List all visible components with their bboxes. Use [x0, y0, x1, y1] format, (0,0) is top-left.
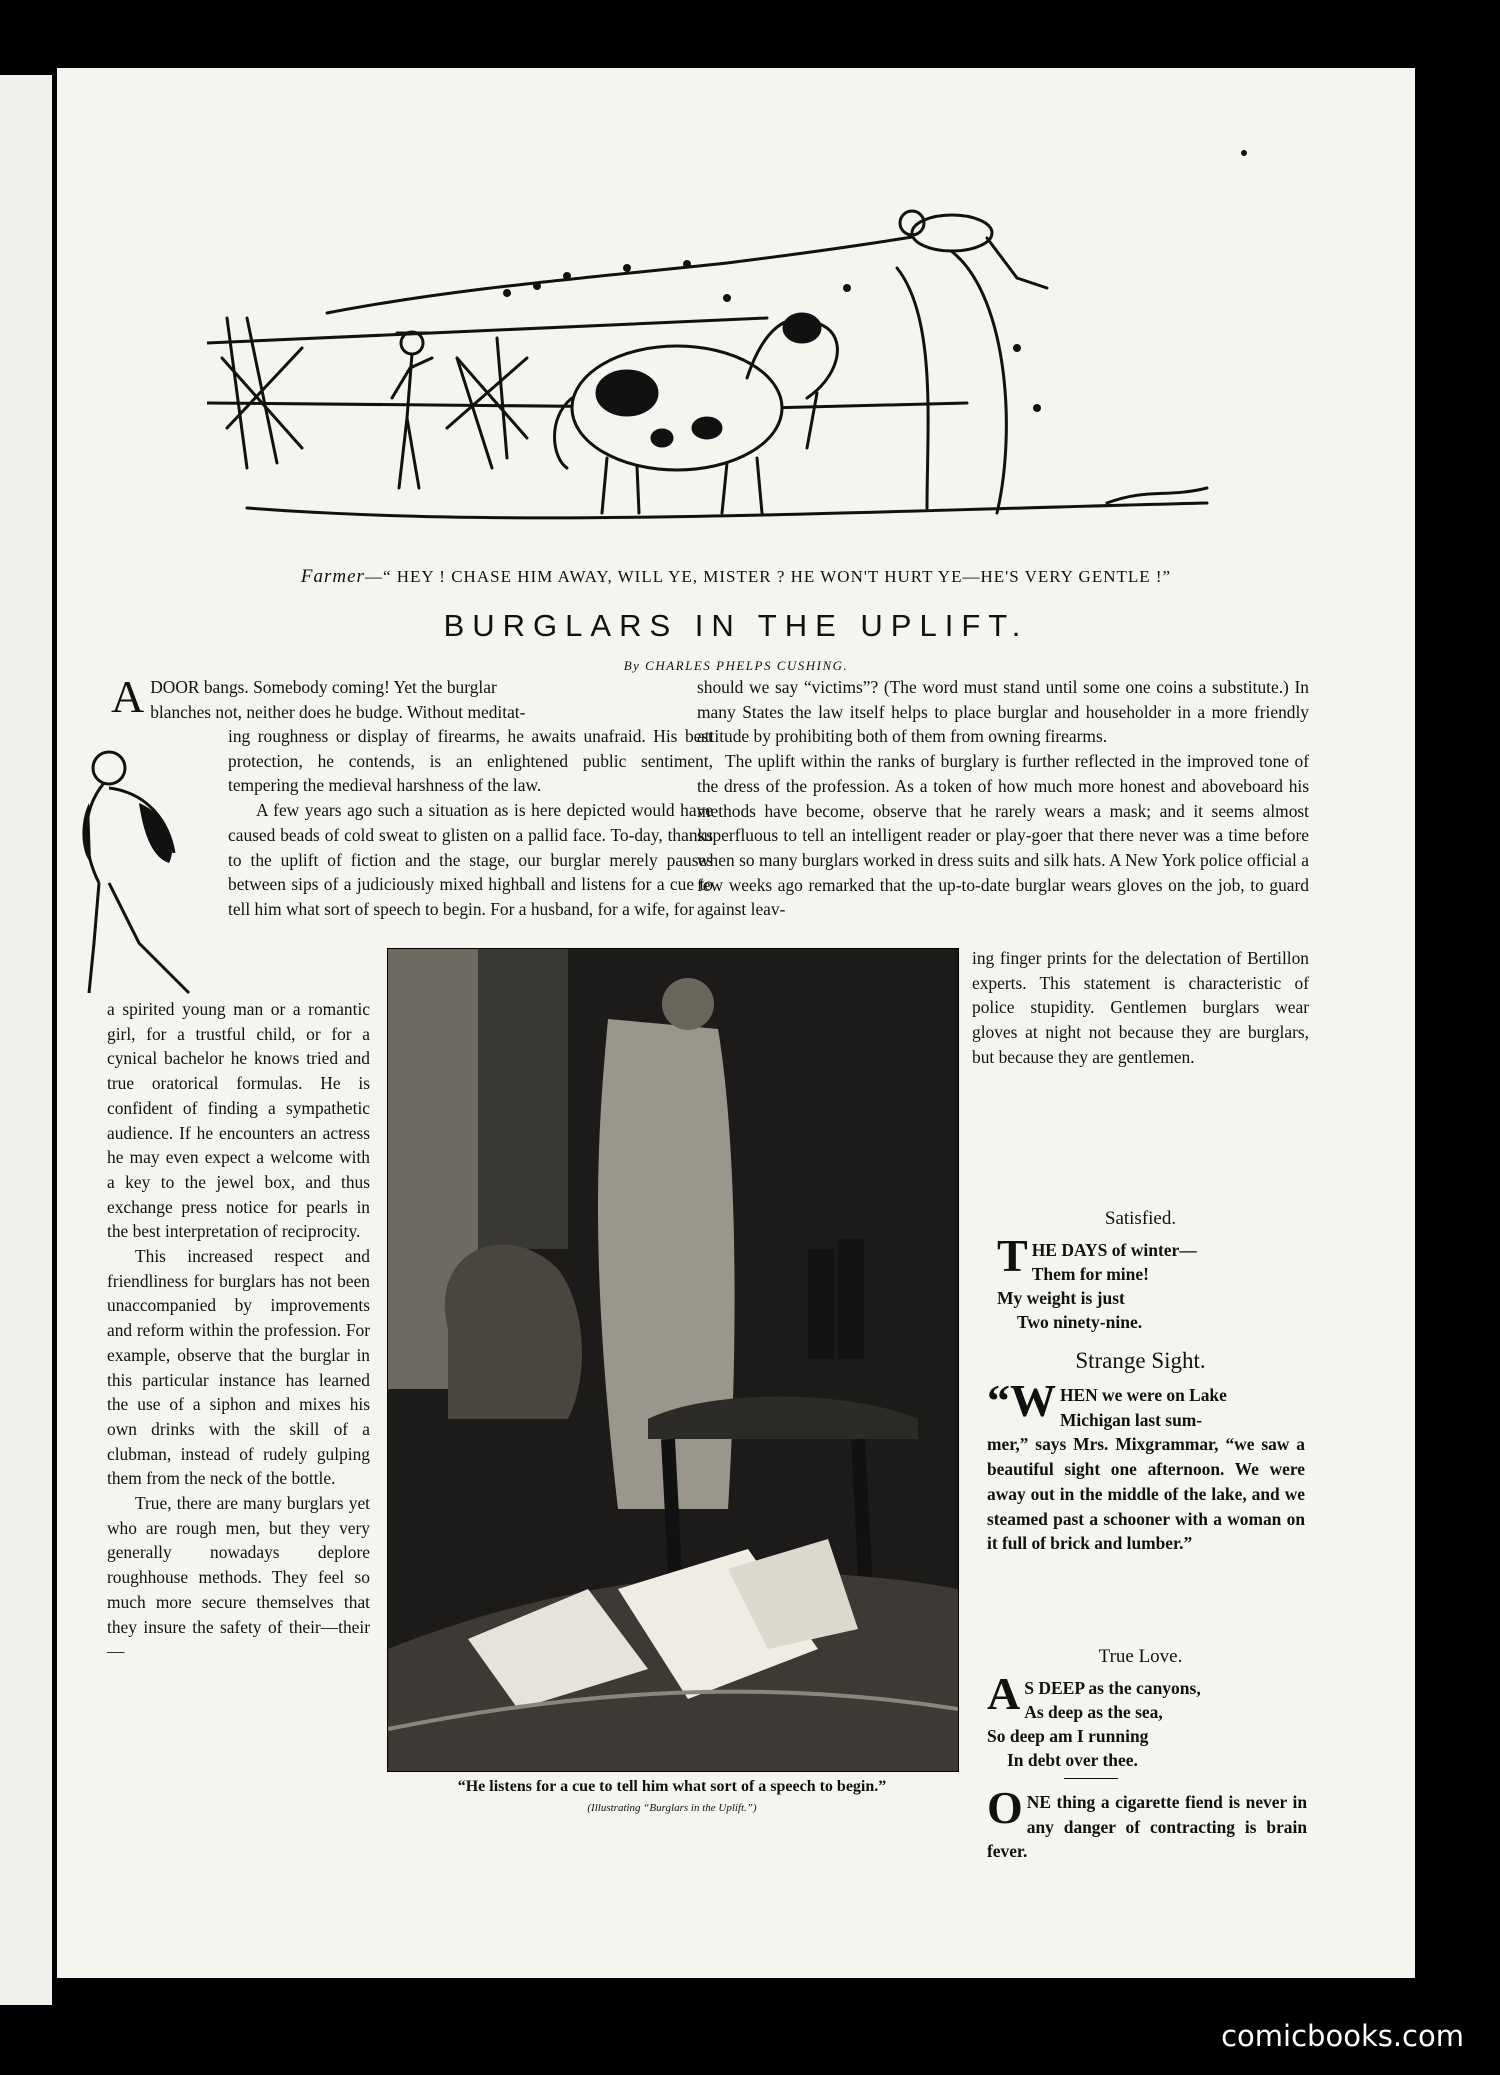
cigarette-text: NE thing a cigarette fiend is never in any danger of contracting is brain fever.: [987, 1792, 1307, 1862]
magazine-page: [57, 68, 1415, 1978]
satisfied-line2: Them for mine!: [1031, 1264, 1149, 1284]
strange-cap: “W: [987, 1375, 1056, 1426]
cartoon-caption: [57, 566, 1415, 588]
burglar-photo-illustration: [387, 948, 959, 1772]
masthead-cartoon-illustration: [207, 168, 1257, 553]
col3-narrow: [972, 946, 1309, 1070]
strange-second: Michigan last sum-: [1060, 1409, 1203, 1430]
true-love-line3: So deep am I running: [987, 1726, 1149, 1746]
col1-para1: ing roughness or display of firearms, he awaits unafraid. His best protection, he contends, is an enlightened public sentiment, tempering the medieval harshness of the law.: [228, 726, 713, 796]
cigarette-item: [987, 1782, 1307, 1864]
page-mark: [1241, 150, 1247, 156]
col1-indented: [228, 724, 713, 922]
article-byline: By CHARLES PHELPS CUSHING.: [623, 658, 849, 673]
col3-para: ing finger prints for the delectation of Bertillon experts. This statement is characteristic of police stupidity. Gentlemen burglars wear gloves at night not because they are burglars, but because they are gentlemen.: [972, 948, 1309, 1067]
adjacent-page-edge: [0, 75, 52, 2005]
strange-rest: mer,” says Mrs. Mixgrammar, “we saw a beautiful sight one afternoon. We were away out in the middle of the lake, and we steamed past a schooner with a woman on it full of brick and lumber.”: [987, 1434, 1305, 1554]
true-love-verse: [987, 1668, 1307, 1772]
col1-para3: This increased respect and friendliness for burglars has not been unaccompanied by improvements and reform within the profession. For example, observe that the burglar in this particular instance has learned the use of a siphon and mixes his own drinks with the skill of a clubman, instead of rudely gulping them from the neck of the bottle.: [107, 1246, 370, 1489]
strange-sight-body: [987, 1375, 1305, 1556]
site-watermark: comicbooks.com: [1221, 2019, 1464, 2053]
cigarette-cap: O: [987, 1782, 1023, 1833]
caption-speaker: Farmer: [300, 566, 365, 587]
satisfied-line4: Two ninety-nine.: [1017, 1312, 1143, 1332]
true-love-line1: S DEEP as the canyons,: [1024, 1678, 1201, 1698]
col1-para2: A few years ago such a situation as is here depicted would have caused beads of cold sweat to glisten on a pallid face. To-day, thanks to the uplift of fiction and the stage, our burglar merely pauses between sips of a judiciously mixed highball and listens for a cue to tell him what sort of speech to begin. For a husband, for a wife, for: [228, 800, 713, 919]
col1-para4: True, there are many burglars yet who are rough men, but they very generally nowadays deplore roughhouse methods. They feel so much more secure themselves that they insure the safety of their—their—: [107, 1493, 370, 1662]
col1-narrow: [107, 997, 370, 1664]
true-love-cap: A: [987, 1668, 1021, 1719]
col2-para1: should we say “victims”? (The word must stand until some one coins a substitute.) In many States the law itself helps to place burglar and householder in a more friendly attitude by prohibiting both of them from owning firearms.: [697, 677, 1309, 747]
col1-line1: DOOR bangs. Somebody coming! Yet the burglar: [150, 677, 497, 697]
satisfied-cap: T: [997, 1230, 1028, 1281]
caption-dash: —: [364, 567, 383, 586]
strange-sight-title: Strange Sight.: [1075, 1348, 1206, 1373]
col1-line2: blanches not, neither does he budge. Without meditat-: [150, 701, 526, 722]
satisfied-title: Satisfied.: [1104, 1208, 1177, 1229]
true-love-title: True Love.: [1098, 1646, 1183, 1667]
true-love-line4: In debt over thee.: [1007, 1750, 1138, 1770]
photo-caption: “He listens for a cue to tell him what sort of a speech to begin.”: [457, 1778, 887, 1795]
satisfied-verse: [997, 1230, 1297, 1334]
article-title: BURGLARS IN THE UPLIFT.: [443, 608, 1029, 643]
strange-first: HEN we were on Lake: [1060, 1385, 1227, 1405]
true-love-line2: As deep as the sea,: [1024, 1702, 1163, 1722]
photo-subcaption: (Illustrating “Burglars in the Uplift.”): [587, 1802, 757, 1814]
dropcap-a: A: [111, 671, 145, 722]
col2-para2: The uplift within the ranks of burglary is further reflected in the improved tone of the dress of the profession. As a token of how much more honest and aboveboard his methods have become, observe that he rarely wears a mask; and it seems almost superfluous to tell an intelligent reader or play-goer that there never was a time before when so many burglars worked in dress suits and silk hats. A New York police official a few weeks ago remarked that the up-to-date burglar wears gloves on the job, to guard against leav-: [697, 751, 1309, 920]
col2-top: [697, 675, 1309, 922]
caption-quote: “ HEY ! CHASE HIM AWAY, WILL YE, MISTER ? HE WON'T HURT YE—HE'S VERY GENTLE !”: [382, 567, 1172, 586]
col1-narrow-para: a spirited young man or a romantic girl, for a trustful child, or for a cynical bachelor he knows tried and true oratorical formulas. He is confident of finding a sympathetic audience. If he encounters an actress he may even expect a welcome with a key to the jewel box, and thus exchange press notice for pearls in the best interpretation of reciprocity.: [107, 999, 370, 1242]
burglar-side-figure: [69, 743, 217, 1003]
col1-opening: [111, 671, 711, 724]
satisfied-line3: My weight is just: [997, 1288, 1125, 1308]
section-divider: [1064, 1778, 1118, 1779]
satisfied-line1: HE DAYS of winter—: [1031, 1240, 1197, 1260]
